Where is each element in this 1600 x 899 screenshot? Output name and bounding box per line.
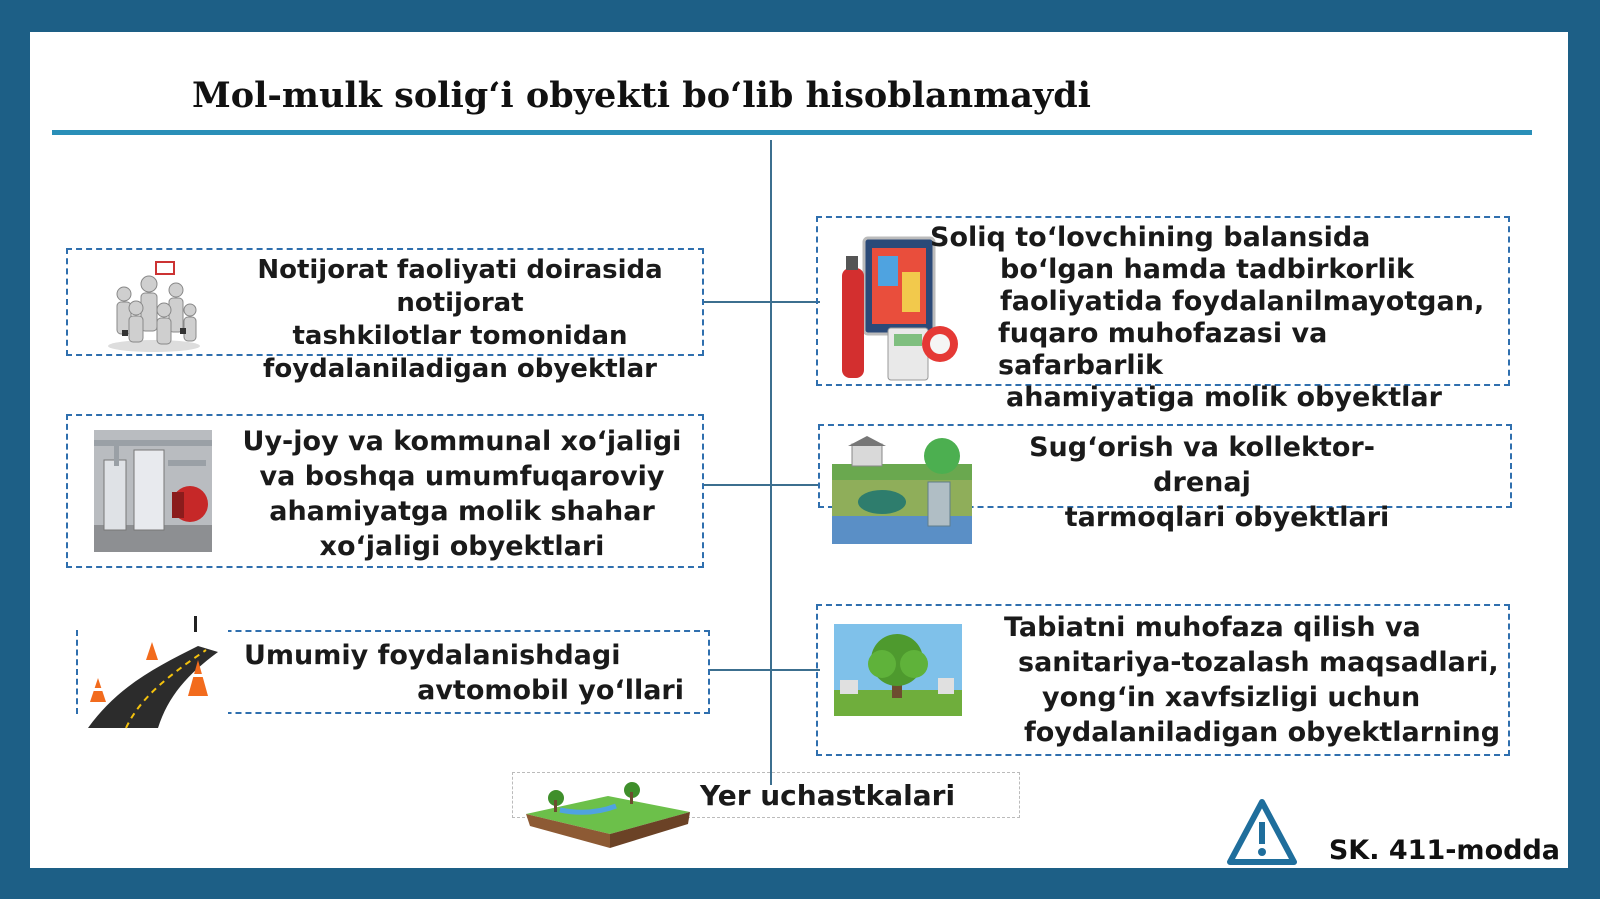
slide: [30, 32, 1568, 868]
people-group-icon: [104, 244, 204, 354]
left-box-1-text: Notijorat faoliyati doirasida notijorat tashkilotlar tomonidan foydalaniladigan obyektlar: [257, 255, 663, 384]
right-box-2-text: Sug‘orish va kollektor-drenaj tarmoqlari obyektlari: [1029, 432, 1390, 533]
page-title: Mol-mulk solig‘i obyekti bo‘lib hisoblanmaydi: [192, 75, 1091, 116]
land-plot-icon: [520, 776, 696, 854]
bottom-box-text: Yer uchastkalari: [700, 779, 956, 812]
drainage-system-icon: [832, 436, 972, 544]
left-box-3-text: Umumiy foydalanishdagi avtomobil yo‘llari: [244, 640, 684, 706]
connector-3: [710, 669, 820, 671]
road-cones-icon: [78, 616, 228, 734]
boiler-equipment-icon: [94, 430, 212, 552]
article-reference: SK. 411-modda: [1328, 835, 1560, 866]
center-connector-line: [770, 140, 772, 785]
connector-1: [702, 301, 820, 303]
connector-2: [702, 484, 820, 486]
right-box-3-text: Tabiatni muhofaza qilish va sanitariya-tozalash maqsadlari, yong‘in xavfsizligi uchun foydalaniladigan obyektlarning: [1004, 612, 1501, 748]
title-divider: [52, 130, 1532, 135]
warning-triangle-icon: [1226, 796, 1298, 868]
right-box-1-text: Soliq to‘lovchining balansida bo‘lgan hamda tadbirkorlik faoliyatida foydalanilmayotgan, fuqaro muhofazasi va safarbarlik ahamiyatiga molik obyektlar: [930, 222, 1485, 413]
tree-nature-icon: [834, 624, 962, 716]
left-box-2-text: Uy-joy va kommunal xo‘jaligi va boshqa umumfuqaroviy ahamiyatga molik shahar xo‘jaligi obyektlari: [242, 426, 682, 562]
